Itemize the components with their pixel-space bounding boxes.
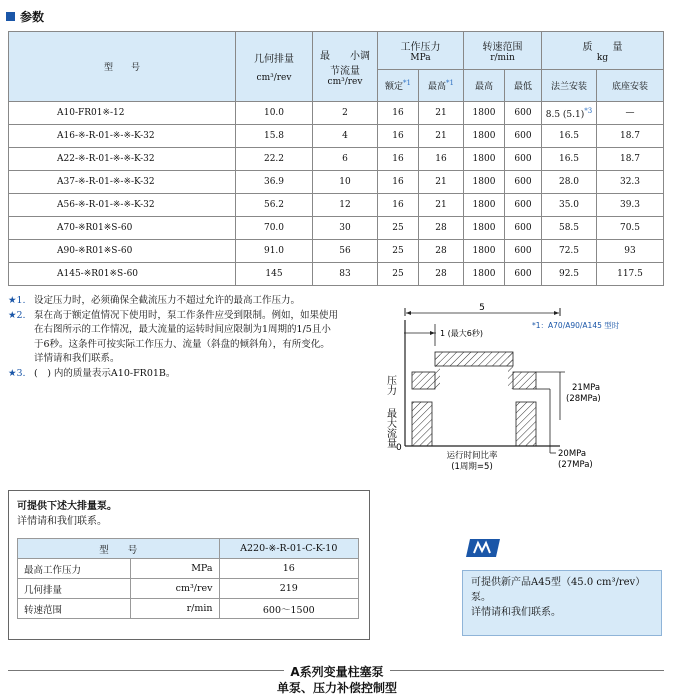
note-1: ★1. 设定压力时，必须确保全截流压力不超过允许的最高工作压力。 [8,295,301,306]
table-row: A56-※-R-01-※-※-K-32 56.2 12 16 21 1800 600 35.0 39.3 [9,194,664,217]
footer-subtitle: 单泵、压力补偿控制型 [0,679,674,696]
flow-bar-2 [516,402,536,446]
p-high-label: 21MPa [572,383,601,393]
p-low-label: 20MPa [558,449,587,459]
new-product-line2: 泵。 [471,592,491,603]
new-product-box [462,570,662,636]
new-product-line3: 详情请和我们联系。 [471,607,561,618]
pressure-low-band-2 [513,372,536,389]
origin-label: 0 [396,443,402,453]
new-product-line1: 可提供新产品A45型（45.0 cm³/rev） [471,577,646,588]
table-row: 几何排量 cm³/rev 219 [18,579,359,599]
flow-bar-1 [412,402,432,446]
table-row: A10-FR01※-12 10.0 2 16 21 1800 600 8.5 $(5.1)^{*3}$ — [9,102,664,125]
p-high-alt-label: (28MPa) [566,394,601,404]
y-label-flow: 最大流量 [384,408,396,448]
table-row: 转速范围 r/min 600～1500 [18,599,359,619]
new-product-logo-icon [466,537,502,559]
pressure-high-band [435,352,513,366]
note-2: ★2. 泵在高于额定值情况下使用时，泵工作条件应受到限制。例如，如果使用在右图所示的工作情况，最大流量的运转时间应限制为1周期的1/5且小于6秒。这条件可按实际工作压力、流量（斜盘的倾斜角），有所变化。详情请和我们联系。 [8,309,339,364]
p-low-alt-label: (27MPa) [558,460,593,470]
header-flange: 法兰安装 [542,70,597,102]
footer-title: A系列变量柱塞泵 [0,663,674,680]
header-foot: 底座安装 [597,70,664,102]
table-row: A145-※R01※S-60 145 83 25 28 1800 600 92.5 117.5 [9,263,664,286]
duty-cycle-diagram [360,300,670,480]
star-note-label: *1：A70/A90/A145 型时 [532,321,620,330]
table-row: A16-※-R-01-※-※-K-32 15.8 4 16 21 1800 600 16.5 18.7 [9,125,664,148]
table-row: 最高工作压力 MPa 16 [18,559,359,579]
header-mass: 质 量 kg [542,32,664,70]
square-bullet-icon [6,12,15,21]
header-speed-max: 最高 [464,70,505,102]
header-rated: 额定$^{*1}$ [378,70,419,102]
header-min-flow: 最 小调节流量 cm³/rev [313,32,378,102]
header-speed-min: 最低 [505,70,542,102]
y-label-pressure: 压力 [384,375,396,395]
dim-1-label: 1 (最大6秒) [440,329,483,338]
table-row: A37-※-R-01-※-※-K-32 36.9 10 16 21 1800 600 28.0 32.3 [9,171,664,194]
available-subtitle: 详情请和我们联系。 [17,516,107,527]
available-table [17,538,359,619]
table-row: A22-※-R-01-※-※-K-32 22.2 6 16 16 1800 600 16.5 18.7 [9,148,664,171]
table-row: A70-※R01※S-60 70.0 30 25 28 1800 600 58.5 70.5 [9,217,664,240]
header-model: 型 号 [9,32,236,102]
table-row: A90-※R01※S-60 91.0 56 25 28 1800 600 72.5 93 [9,240,664,263]
x-label: 运行时间比率 [446,451,498,461]
header-pressure: 工作压力 MPa [378,32,464,70]
header-speed: 转速范围 r/min [464,32,542,70]
section-title-text: 参数 [20,10,45,24]
table-row: 型 号 A220-※-R-01-C-K-10 [18,539,359,559]
header-max-pressure: 最高$^{*1}$ [419,70,464,102]
header-displacement: 几何排量 cm³/rev [236,32,313,102]
pressure-low-band-1 [412,372,435,389]
spec-table [8,31,664,286]
note-3: ★3. ( ) 内的质量表示A10-FR01B。 [8,367,176,379]
dim-5-label: 5 [479,303,485,313]
notes [8,294,338,381]
available-title: 可提供下述大排量泵。 [17,501,117,512]
section-title [6,8,44,25]
x-label-2: (1周期=5) [451,462,493,472]
